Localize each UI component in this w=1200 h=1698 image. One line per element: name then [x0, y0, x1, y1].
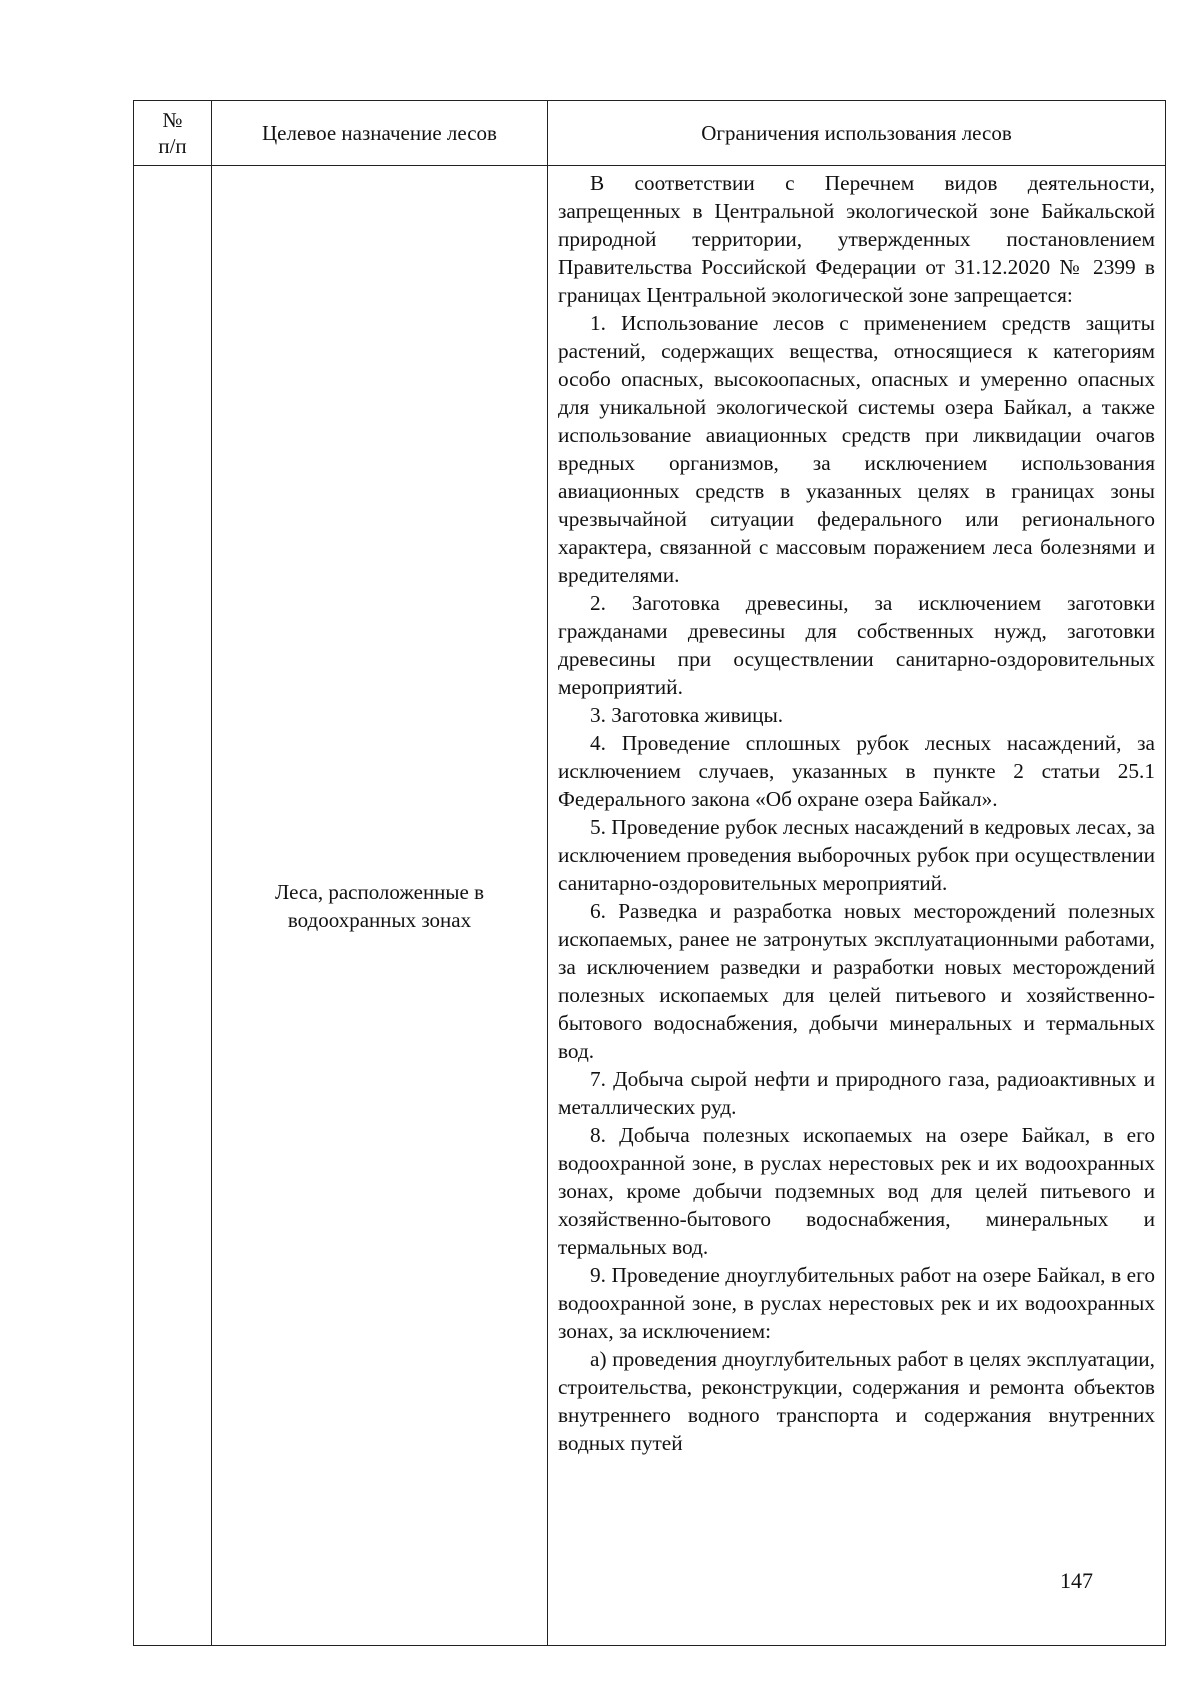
restriction-item-7: 7. Добыча сырой нефти и природного газа, радиоактивных и металлических руд. — [558, 1067, 1155, 1119]
header-usage-restrictions: Ограничения использования лесов — [548, 101, 1166, 166]
table-row — [134, 166, 1166, 1646]
restrictions-text — [558, 169, 1155, 1640]
page-number: 147 — [1060, 1568, 1093, 1593]
header-forest-purpose: Целевое назначение лесов — [212, 101, 548, 166]
restrictions-table — [133, 100, 1166, 1646]
restriction-item-1: 1. Использование лесов с применением средств защиты растений, содержащих вещества, относящиеся к категориям особо опасных, высокоопасных, опасных и умеренно опасных для уникальной экологической системы озера Байкал, а также использование авиационных средств при ликвидации очагов вредных организмов, за исключением использования авиационных средств в указанных целях в границах зоны чрезвычайной ситуации федерального или регионального характера, связанной с массовым поражением леса болезнями и вредителями. — [558, 311, 1155, 587]
restriction-item-6: 6. Разведка и разработка новых месторождений полезных ископаемых, ранее не затронутых эксплуатационными работами, за исключением разведки и разработки новых месторождений полезных ископаемых для целей питьевого и хозяйственно-бытового водоснабжения, добычи минеральных и термальных вод. — [558, 899, 1155, 1063]
table-header-row — [134, 101, 1166, 166]
restriction-item-9a: а) проведения дноуглубительных работ в целях эксплуатации, строительства, реконструкции, содержания и ремонта объектов внутреннего водного транспорта и содержания внутренних водных путей — [558, 1347, 1155, 1455]
forest-purpose-cell: Леса, расположенные в водоохранных зонах — [212, 166, 548, 1646]
restriction-item-5: 5. Проведение рубок лесных насаждений в кедровых лесах, за исключением проведения выборочных рубок при осуществлении санитарно-оздоровительных мероприятий. — [558, 815, 1155, 895]
row-number-cell — [134, 166, 212, 1646]
restrictions-cell — [548, 166, 1166, 1646]
restriction-item-8: 8. Добыча полезных ископаемых на озере Байкал, в его водоохранной зоне, в руслах нерестовых рек и их водоохранных зонах, кроме добычи подземных вод для целей питьевого и хозяйственно-бытового водоснабжения, минеральных и термальных вод. — [558, 1123, 1155, 1259]
restriction-item-3: 3. Заготовка живицы. — [590, 703, 784, 727]
restriction-item-4: 4. Проведение сплошных рубок лесных насаждений, за исключением случаев, указанных в пункте 2 статьи 25.1 Федерального закона «Об охране озера Байкал». — [558, 731, 1155, 811]
restriction-item-2: 2. Заготовка древесины, за исключением заготовки гражданами древесины для собственных нужд, заготовки древесины при осуществлении санитарно-оздоровительных мероприятий. — [558, 591, 1155, 699]
restriction-item-9: 9. Проведение дноуглубительных работ на озере Байкал, в его водоохранной зоне, в руслах нерестовых рек и их водоохранных зонах, за исключением: — [558, 1263, 1155, 1343]
header-number: № п/п — [134, 101, 212, 166]
restriction-intro: В соответствии с Перечнем видов деятельности, запрещенных в Центральной экологической зоне Байкальской природной территории, утвержденных постановлением Правительства Российской Федерации от 31.12.2020 № 2399 в границах Центральной экологической зоне запрещается: — [558, 171, 1155, 307]
